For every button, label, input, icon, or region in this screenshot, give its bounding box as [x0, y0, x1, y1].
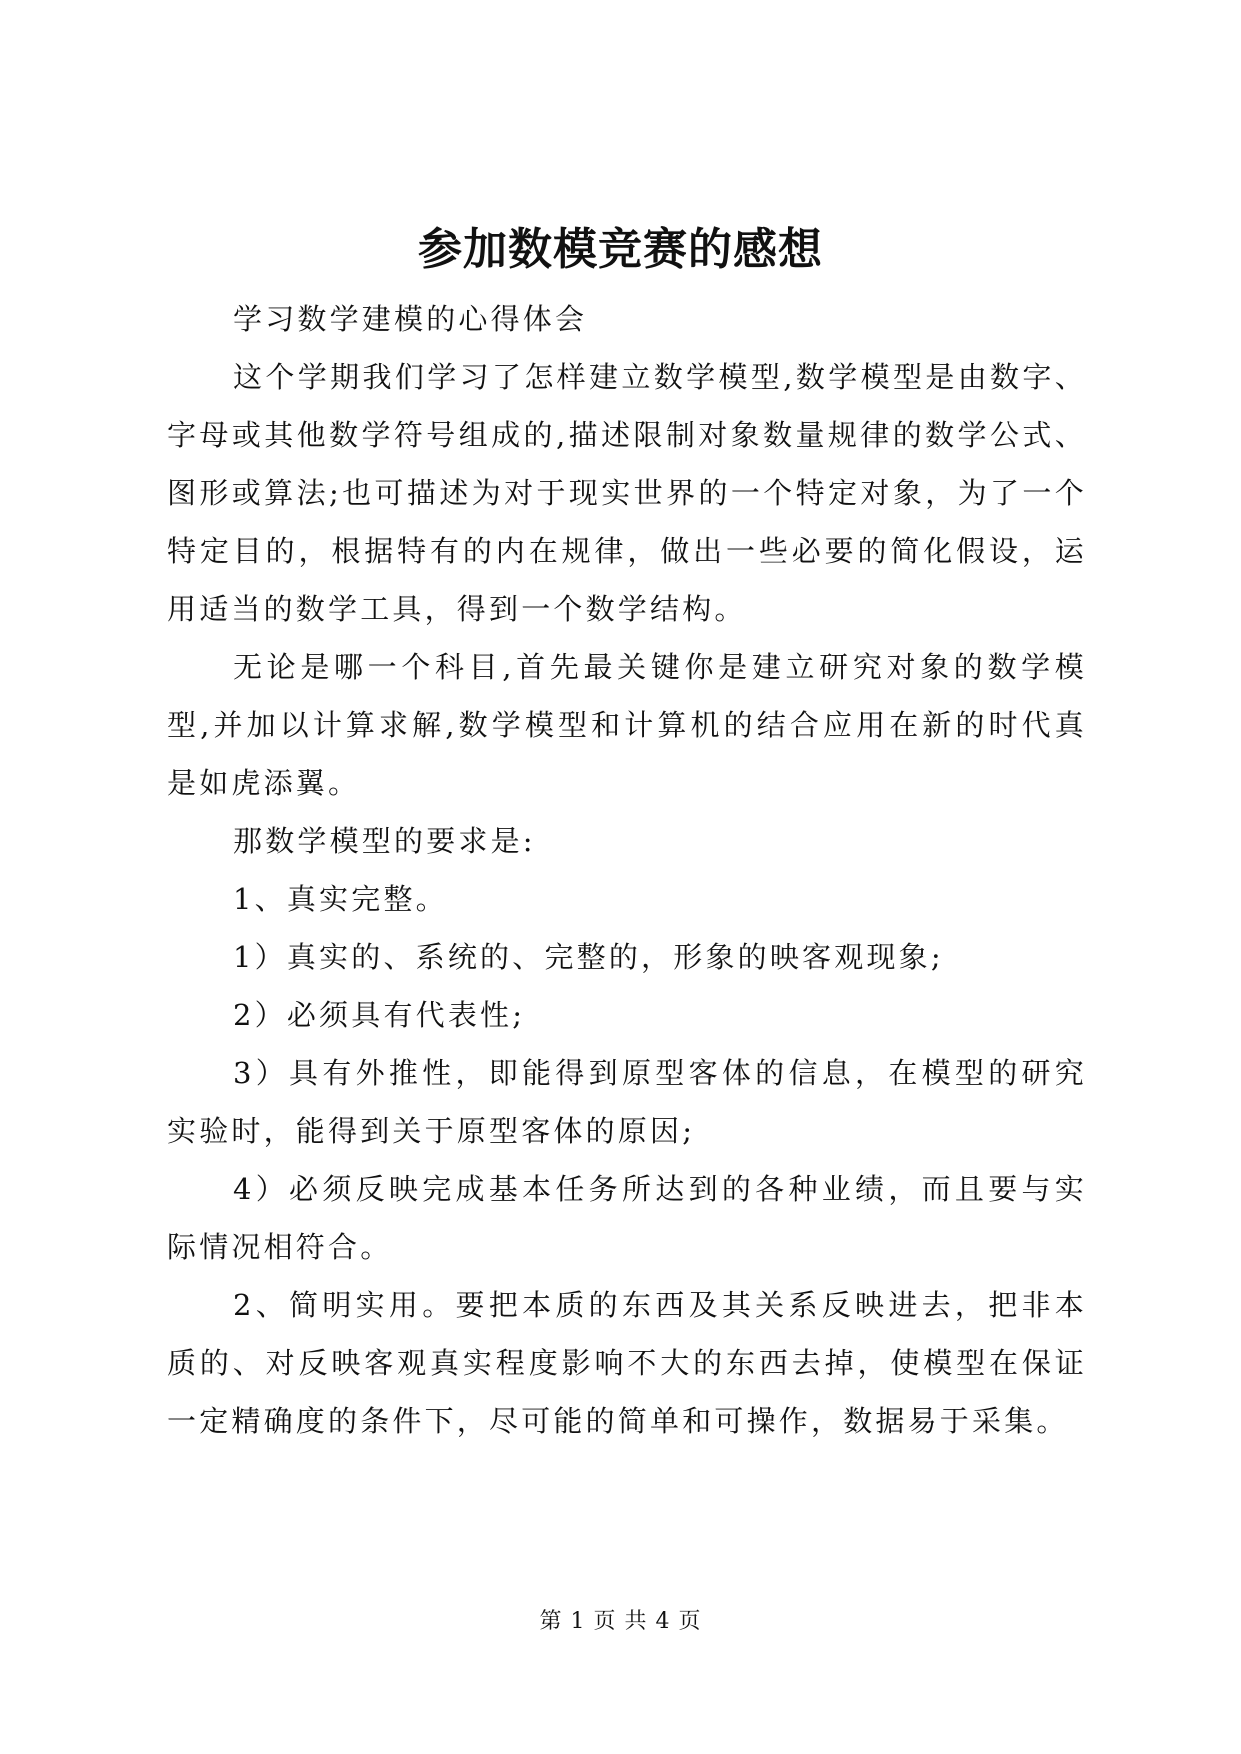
paragraph-subtitle: 学习数学建模的心得体会 — [233, 302, 588, 336]
list-item: 2、简明实用。要把本质的东西及其关系反映进去，把非本质的、对反映客观真实程度影响不大的东西去掉，使模型在保证一定精确度的条件下，尽可能的简单和可操作，数据易于采集。 — [167, 1288, 1087, 1438]
document-body — [167, 290, 1087, 1450]
paragraph: 无论是哪一个科目,首先最关键你是建立研究对象的数学模型,并加以计算求解,数学模型和计算机的结合应用在新的时代真是如虎添翼。 — [167, 650, 1087, 800]
paragraph: 这个学期我们学习了怎样建立数学模型,数学模型是由数字、字母或其他数学符号组成的,描述限制对象数量规律的数学公式、图形或算法;也可描述为对于现实世界的一个特定对象，为了一个特定目的，根据特有的内在规律，做出一些必要的简化假设，运用适当的数学工具，得到一个数学结构。 — [167, 360, 1087, 626]
page-footer: 第 1 页 共 4 页 — [539, 1609, 702, 1634]
list-item: 4）必须反映完成基本任务所达到的各种业绩，而且要与实际情况相符合。 — [167, 1172, 1087, 1264]
document-title: 参加数模竞赛的感想 — [418, 224, 823, 275]
list-item: 2）必须具有代表性; — [233, 998, 526, 1032]
list-item: 1）真实的、系统的、完整的，形象的映客观现象; — [233, 940, 944, 974]
list-item: 3）具有外推性，即能得到原型客体的信息，在模型的研究实验时，能得到关于原型客体的原因; — [167, 1056, 1087, 1148]
paragraph: 那数学模型的要求是: — [233, 824, 536, 858]
list-item: 1、真实完整。 — [233, 882, 448, 916]
